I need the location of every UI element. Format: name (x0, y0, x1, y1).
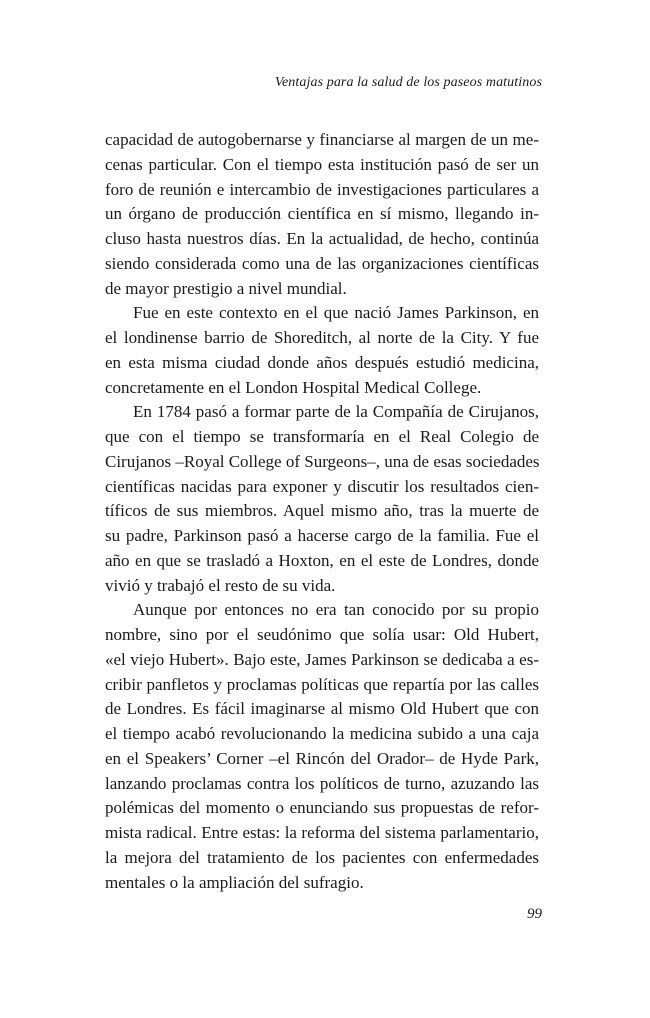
text-line: la mejora del tratamiento de los pacientes con enfermedades (105, 847, 539, 867)
text-line: foro de reunión e intercambio de investigaciones particulares a (105, 179, 539, 199)
text-line: el londinense barrio de Shoreditch, al norte de la City. Y fue (105, 328, 539, 347)
text-line: mista radical. Entre estas: la reforma del sistema parlamentario, (105, 823, 539, 842)
text-line: vivió y trabajó el resto de su vida. (105, 575, 336, 595)
text-line: polémicas del momento o enunciando sus propuestas de refor- (105, 798, 539, 818)
text-line: siendo considerada como una de las organizaciones científicas (105, 253, 539, 273)
body-text (105, 128, 539, 895)
text-line: de Londres. Es fácil imaginarse al mismo Old Hubert que con (105, 699, 539, 719)
text-line: En 1784 pasó a formar parte de la Compañía de Cirujanos, (133, 402, 539, 422)
text-line: mentales o la ampliación del sufragio. (105, 872, 364, 892)
text-line: Cirujanos –Royal College of Surgeons–, una de esas sociedades (105, 451, 540, 471)
text-line: cenas particular. Con el tiempo esta institución pasó de ser un (105, 154, 539, 174)
text-line: capacidad de autogobernarse y financiarse al margen de un me- (105, 130, 539, 149)
text-line: cribir panfletos y proclamas políticas que repartía por las calles (105, 674, 539, 694)
text-line: tíficos de sus miembros. Aquel mismo año, tras la muerte de (105, 501, 539, 521)
text-line: que con el tiempo se transformaría en el Real Colegio de (105, 427, 539, 446)
text-line: en esta misma ciudad donde años después estudió medicina, (105, 352, 539, 372)
text-line: nombre, sino por el seudónimo que solía usar: Old Hubert, (105, 625, 539, 644)
running-header: Ventajas para la salud de los paseos matutinos (274, 75, 542, 90)
paragraph-3 (105, 400, 539, 598)
text-line: de mayor prestigio a nivel mundial. (105, 278, 347, 298)
text-line: Aunque por entonces no era tan conocido por su propio (133, 600, 539, 620)
text-line: concretamente en el London Hospital Medical College. (105, 377, 482, 397)
text-line: en el Speakers’ Corner –el Rincón del Orador– de Hyde Park, (105, 748, 539, 768)
text-line: su padre, Parkinson pasó a hacerse cargo de la familia. Fue el (105, 526, 539, 545)
text-line: cluso hasta nuestros días. En la actualidad, de hecho, continúa (105, 229, 539, 248)
text-line: un órgano de producción científica en sí mismo, llegando in- (105, 204, 539, 224)
paragraph-2 (105, 301, 539, 400)
text-line: año en que se trasladó a Hoxton, en el este de Londres, donde (105, 550, 539, 570)
text-line: lanzando proclamas contra los políticos de turno, azuzando las (105, 773, 539, 793)
text-line: el tiempo acabó revolucionando la medicina subido a una caja (105, 724, 539, 743)
text-line: Fue en este contexto en el que nació James Parkinson, en (133, 303, 539, 323)
text-line: científicas nacidas para exponer y discutir los resultados cien- (105, 476, 539, 496)
paragraph-1 (105, 128, 539, 301)
page-number: 99 (527, 906, 542, 922)
text-line: «el viejo Hubert». Bajo este, James Parkinson se dedicaba a es- (105, 649, 539, 669)
paragraph-4 (105, 598, 539, 895)
